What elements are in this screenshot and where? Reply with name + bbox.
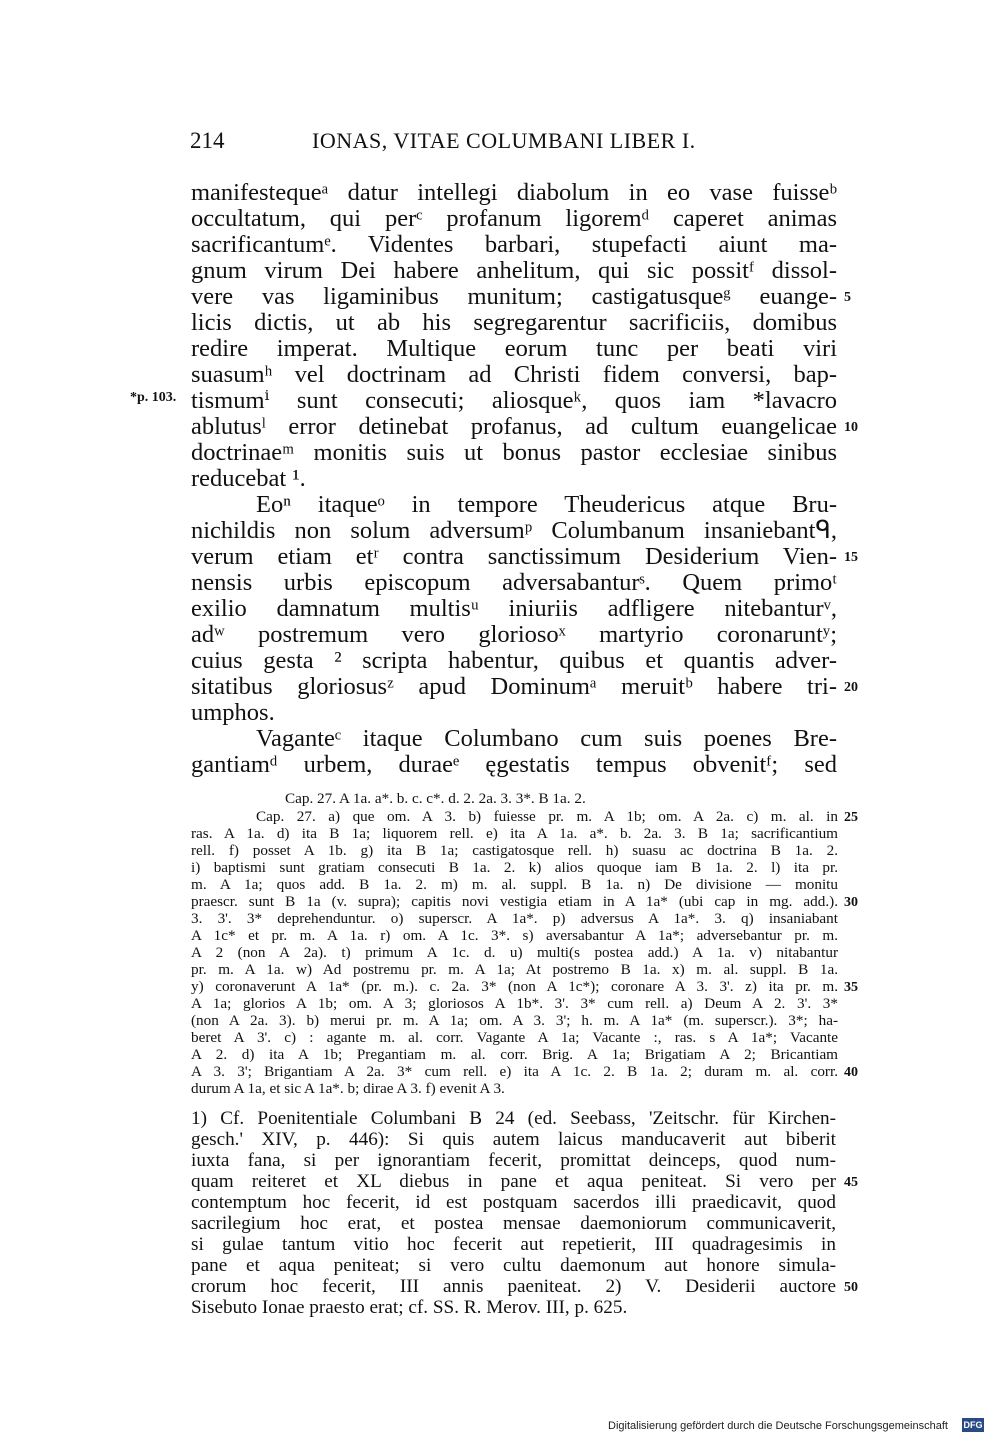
apparatus-line: m. A 1a; quos add. B 1a. 2. m) m. al. suppl. B 1a. n) De divisione — monitu: [191, 876, 838, 893]
main-line: vere vas ligaminibus munitum; castigatusqueᵍ euange-: [191, 283, 837, 310]
footnote-line: 1) Cf. Poenitentiale Columbani B 24 (ed. Seebass, 'Zeitschr. für Kirchen-: [191, 1108, 836, 1129]
main-line: manifestequeᵃ datur intellegi diabolum in eo vase fuisseᵇ: [191, 179, 837, 206]
footnote-line: Sisebuto Ionae praesto erat; cf. SS. R. Merov. III, p. 625.: [191, 1297, 628, 1318]
main-line: suasumʰ vel doctrinam ad Christi fidem conversi, bap-: [191, 361, 837, 388]
line-number: 45: [844, 1175, 858, 1190]
line-number: 15: [844, 550, 858, 565]
page-number: 214: [190, 128, 225, 153]
apparatus-line: ras. A 1a. d) ita B 1a; liquorem rell. e) ita A 1a. a*. b. 2a. 3. B 1a; sacrificantium: [191, 825, 838, 842]
main-line: verum etiam etʳ contra sanctissimum Desiderium Vien-: [191, 543, 837, 570]
apparatus-line: A 2 (non A 2a). t) primum A 1c. d. u) multi(s postea add.) A 1a. v) nitabantur: [191, 944, 838, 961]
footnote-line: crorum hoc fecerit, III annis paeniteat. 2) V. Desiderii auctore: [191, 1276, 836, 1297]
line-number: 50: [844, 1280, 858, 1295]
line-number: 40: [844, 1065, 858, 1080]
footnote-line: gesch.' XIV, p. 446): Si quis autem laicus manducaverit aut biberit: [191, 1129, 836, 1150]
footnote-line: iuxta fana, si per ignorantiam fecerit, promittat deinceps, quod num-: [191, 1150, 836, 1171]
apparatus-line: A 1c* et pr. m. A 1a. r) om. A 1c. 3*. s) aversabantur A 1a*; adversebantur pr. m.: [191, 927, 838, 944]
main-line: gantiamᵈ urbem, duraeᵉ ęgestatis tempus obvenitᶠ; sed: [191, 751, 837, 778]
main-line: redire imperat. Multique eorum tunc per beati viri: [191, 335, 837, 362]
main-line: cuius gesta ² scripta habentur, quibus et quantis adver-: [191, 647, 837, 674]
apparatus-line: pr. m. A 1a. w) Ad postremu pr. m. A 1a; At postremo B 1a. x) m. al. suppl. B 1a.: [191, 961, 838, 978]
apparatus-line: Cap. 27. A 1a. a*. b. c. c*. d. 2. 2a. 3. 3*. B 1a. 2.: [285, 790, 586, 807]
running-head: IONAS, VITAE COLUMBANI LIBER I.: [312, 128, 696, 153]
main-line: licis dictis, ut ab his segregarentur sacrificiis, domibus: [191, 309, 837, 336]
apparatus-line: rell. f) posset A 1b. g) ita B 1a; castigatosque rell. h) suasu ac doctrina B 1a. 2.: [191, 842, 838, 859]
line-number: 25: [844, 810, 858, 825]
main-line: Eoⁿ itaqueᵒ in tempore Theudericus atque Bru-: [256, 491, 837, 518]
footnote-line: sacrilegium hoc erat, et postea mensae daemoniorum communicaverit,: [191, 1213, 836, 1234]
footnote-line: contemptum hoc fecerit, id est postquam sacerdos illi praedicavit, quod: [191, 1192, 836, 1213]
main-line: tismumⁱ sunt consecuti; aliosqueᵏ, quos iam *lavacro: [191, 387, 837, 414]
apparatus-line: y) coronaverunt A 1a* (pr. m.). c. 2a. 3* (non A 1c*); coronare A 3. 3'. z) ita pr. m.: [191, 978, 838, 995]
main-line: sacrificantumᵉ. Videntes barbari, stupefacti aiunt ma-: [191, 231, 837, 258]
main-line: ablutusˡ error detinebat profanus, ad cultum euangelicae: [191, 413, 837, 440]
apparatus-line: i) baptismi sunt gratiam consecuti B 1a. 2. k) alios quoque iam B 1a. 2. l) ita pr.: [191, 859, 838, 876]
apparatus-line: durum A 1a, et sic A 1a*. b; dirae A 3. f) evenit A 3.: [191, 1080, 505, 1097]
main-line: umphos.: [191, 699, 275, 726]
main-line: Vaganteᶜ itaque Columbano cum suis poenes Bre-: [256, 725, 837, 752]
apparatus-line: Cap. 27. a) que om. A 3. b) fuiesse pr. m. A 1b; om. A 2a. c) m. al. in: [256, 808, 838, 825]
digitization-credit: Digitalisierung gefördert durch die Deutsche Forschungsgemeinschaft: [608, 1420, 948, 1432]
main-line: reducebat ¹.: [191, 465, 306, 492]
apparatus-line: A 1a; glorios A 1b; om. A 3; gloriosos A 1b*. 3'. 3* cum rell. a) Deum A 2. 3'. 3*: [191, 995, 838, 1012]
line-number: 35: [844, 980, 858, 995]
line-number: 20: [844, 680, 858, 695]
main-line: occultatum, qui perᶜ profanum ligoremᵈ caperet animas: [191, 205, 837, 232]
apparatus-line: 3. 3'. 3* deprehenduntur. o) superscr. A 1a*. p) adversus A 1a*. 3. q) insaniabant: [191, 910, 838, 927]
apparatus-line: A 2. d) ita A 1b; Pregantiam m. al. corr. Brig. A 1a; Brigatiam A 2; Bricantiam: [191, 1046, 838, 1063]
main-line: doctrinaeᵐ monitis suis ut bonus pastor ecclesiae sinibus: [191, 439, 837, 466]
main-line: sitatibus gloriosusᶻ apud Dominumᵃ meruitᵇ habere tri-: [191, 673, 837, 700]
footnote-line: pane et aqua peniteat; si vero cultu daemonum aut honore simula-: [191, 1255, 836, 1276]
apparatus-line: (non A 2a. 3). b) merui pr. m. A 1a; om. A 3. 3'; h. m. A 1a* (m. superscr.). 3*; ha-: [191, 1012, 838, 1029]
line-number: 10: [844, 420, 858, 435]
margin-reference: *p. 103.: [130, 390, 177, 405]
line-number: 30: [844, 895, 858, 910]
main-line: exilio damnatum multisᵘ iniuriis adfligere nitebanturᵛ,: [191, 595, 837, 622]
apparatus-line: beret A 3'. c) : agante m. al. corr. Vagante A 1a; Vacante :, ras. s A 1a*; Vacante: [191, 1029, 838, 1046]
main-line: nichildis non solum adversumᵖ Columbanum insaniebantᑫ,: [191, 517, 837, 544]
footnote-line: quam reiteret et XL diebus in pane et aqua peniteat. Si vero per: [191, 1171, 836, 1192]
apparatus-line: A 3. 3'; Brigantiam A 2a. 3* cum rell. e) ita A 1c. 2. B 1a. 2; duram m. al. corr.: [191, 1063, 838, 1080]
main-line: adʷ postremum vero gloriosoˣ martyrio coronaruntʸ;: [191, 621, 837, 648]
footnote-line: si gulae tantum vitio hoc fecerit aut repetierit, III quadragesimis in: [191, 1234, 836, 1255]
main-line: gnum virum Dei habere anhelitum, qui sic possitᶠ dissol-: [191, 257, 837, 284]
dfg-logo: DFG: [963, 1420, 983, 1430]
main-line: nensis urbis episcopum adversabanturˢ. Quem primoᵗ: [191, 569, 837, 596]
apparatus-line: praescr. sunt B 1a (v. supra); capitis novi vestigia etiam in A 1a* (ubi cap in mg. add.).: [191, 893, 838, 910]
line-number: 5: [844, 290, 851, 305]
